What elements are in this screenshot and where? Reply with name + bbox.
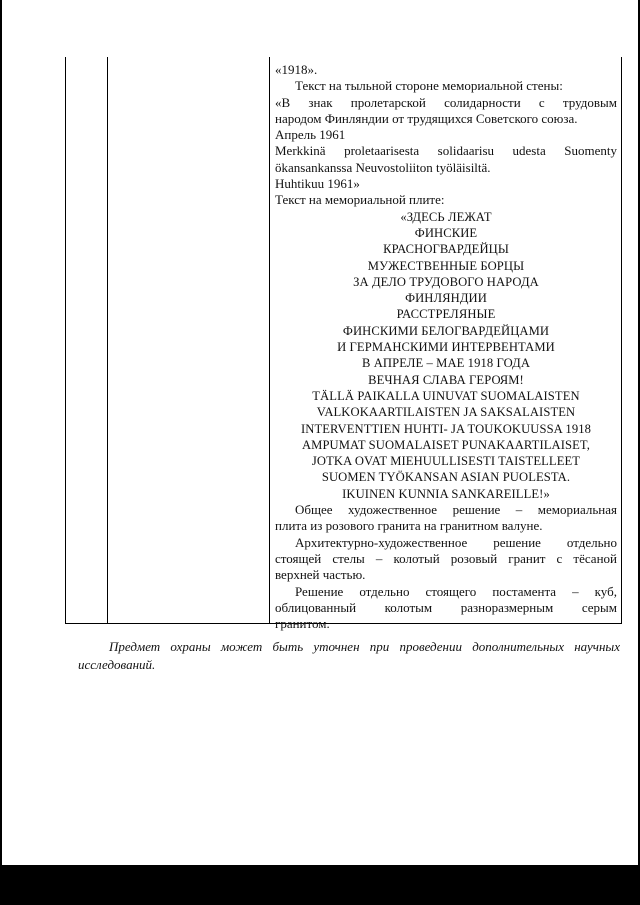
page-left-edge [0, 0, 2, 865]
text-line: Huhtikuu 1961» [275, 176, 360, 192]
description-cell [275, 62, 617, 632]
inscription-line: SUOMEN TYÖKANSAN ASIAN PUOLESTA. [321, 470, 571, 485]
text-line: Общее художественное решение – мемориальная [295, 502, 617, 518]
inscription-line: В АПРЕЛЕ – МАЕ 1918 ГОДА [361, 356, 531, 371]
text-line: Текст на тыльной стороне мемориальной стены: [295, 78, 563, 94]
text-line: ökansankanssa Neuvostoliiton työläisiltä. [275, 159, 491, 175]
inscription-line: VALKOKAARTILAISTEN JA SAKSALAISTEN [316, 405, 576, 420]
inscription-line: TÄLLÄ PAIKALLA UINUVAT SUOMALAISTEN [312, 388, 580, 403]
inscription-line: МУЖЕСТВЕННЫЕ БОРЦЫ [367, 258, 525, 273]
bottom-black-bar [0, 865, 640, 905]
inscription-line: «ЗДЕСЬ ЛЕЖАТ [400, 209, 492, 224]
text-line: «1918». [275, 62, 318, 77]
inscription-finnish [275, 388, 617, 502]
inscription-russian [275, 209, 617, 388]
text-line: Архитектурно-художественное решение отдельно [295, 534, 617, 550]
inscription-line: ФИНЛЯНДИИ [405, 291, 487, 306]
inscription-line: IKUINEN KUNNIA SANKAREILLE!» [342, 486, 550, 501]
inscription-line: ФИНСКИЕ [414, 225, 478, 240]
protection-table [65, 57, 622, 632]
text-line: гранитом. [275, 616, 330, 632]
column-divider-2 [269, 57, 270, 623]
paragraph-pedestal-solution [275, 584, 617, 633]
text-line: Апрель 1961 [275, 127, 346, 143]
inscription-line: JOTKA OVAT MIEHUULLISESTI TAISTELLEET [311, 454, 581, 469]
inscription-line: РАССТРЕЛЯНЫЕ [396, 307, 496, 322]
inscription-line: AMPUMAT SUOMALAISET PUNAKAARTILAISET, [301, 437, 591, 452]
inscription-line: INTERVENTTIEN HUHTI- JA TOUKOKUUSSA 1918 [300, 421, 592, 436]
inscription-line: КРАСНОГВАРДЕЙЦЫ [383, 242, 509, 257]
inscription-line: ЗА ДЕЛО ТРУДОВОГО НАРОДА [353, 274, 539, 289]
text-line: плита из розового гранита на гранитном валуне. [275, 518, 543, 534]
text-line: стоящей стелы – колотый розовый гранит с тёсаной [275, 550, 617, 566]
text-line: Merkkinä proletaarisesta solidaarisu udesta Suomenty [275, 143, 617, 159]
inscription-line: ВЕЧНАЯ СЛАВА ГЕРОЯМ! [368, 372, 524, 387]
text-line: народом Финляндии от трудящихся Советского союза. [275, 110, 578, 126]
text-line: Решение отдельно стоящего постамента – куб, [295, 583, 617, 599]
paragraph-artistic-solution [275, 502, 617, 535]
text-line: верхней частью. [275, 567, 366, 583]
text-line: «В знак пролетарской солидарности с трудовым [275, 94, 617, 110]
text-line: Текст на мемориальной плите: [275, 192, 445, 208]
text-line: облицованный колотым разноразмерным серым [275, 599, 617, 615]
protection-note: Предмет охраны может быть уточнен при проведении дополнительных научных исследований. [78, 639, 620, 672]
column-divider-1 [107, 57, 108, 623]
inscription-line: ФИНСКИМИ БЕЛОГВАРДЕЙЦАМИ [342, 323, 550, 338]
paragraph-stela-solution [275, 535, 617, 584]
inscription-line: И ГЕРМАНСКИМИ ИНТЕРВЕНТАМИ [337, 340, 555, 355]
